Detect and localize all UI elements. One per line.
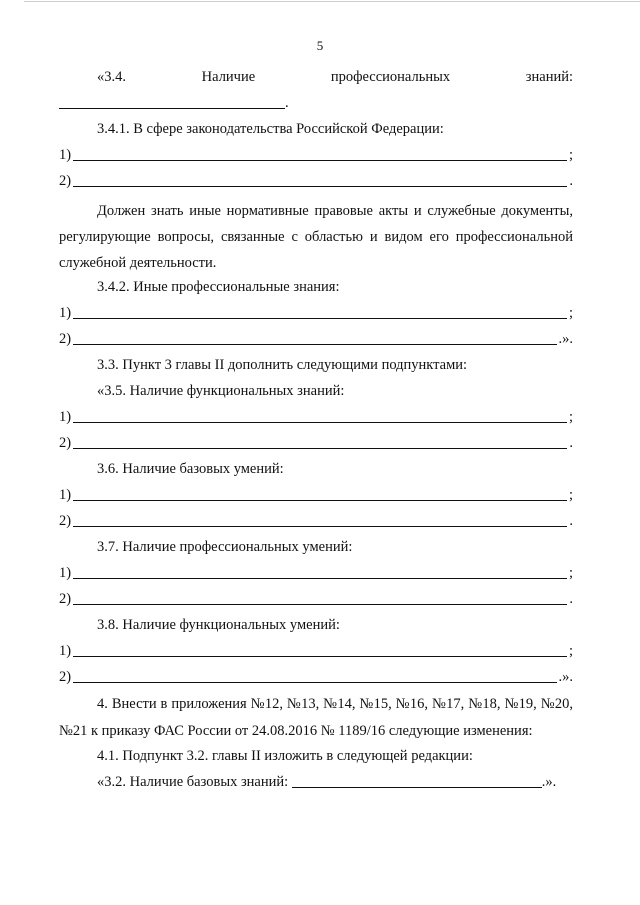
section-3-4-2-item-1: 1) ; xyxy=(59,305,573,321)
section-3-7-heading: 3.7. Наличие профессиональных умений: xyxy=(97,539,353,555)
blank-field[interactable] xyxy=(73,408,567,423)
section-3-4-number: «3.4. xyxy=(97,69,126,85)
blank-field[interactable] xyxy=(59,94,285,109)
section-3-4-2-heading: 3.4.2. Иные профессиональные знания: xyxy=(97,279,340,295)
section-3-4-word-1: Наличие xyxy=(201,69,256,85)
blank-field[interactable] xyxy=(73,512,567,527)
blank-field[interactable] xyxy=(73,304,567,319)
section-3-8-item-1: 1) ; xyxy=(59,643,573,659)
section-3-4-2-item-2: 2) .». xyxy=(59,331,573,347)
section-3-7-item-2: 2) . xyxy=(59,591,573,607)
section-3-5-item-1: 1) ; xyxy=(59,409,573,425)
section-3-6-item-1: 1) ; xyxy=(59,487,573,503)
blank-field[interactable] xyxy=(73,434,567,449)
section-3-7-item-1: 1) ; xyxy=(59,565,573,581)
section-3-8-heading: 3.8. Наличие функциональных умений: xyxy=(97,617,340,633)
blank-field[interactable] xyxy=(73,668,556,683)
blank-field[interactable] xyxy=(73,590,567,605)
blank-field[interactable] xyxy=(73,172,567,187)
section-3-4-1-heading: 3.4.1. В сфере законодательства Российской Федерации: xyxy=(97,121,444,137)
section-3-3-paragraph: 3.3. Пункт 3 главы II дополнить следующими подпунктами: xyxy=(97,357,468,373)
section-3-4-word-2: профессиональных xyxy=(330,69,451,85)
blank-field[interactable] xyxy=(73,146,567,161)
section-3-4-word-3: знаний: xyxy=(525,69,573,85)
section-3-4-blank: . xyxy=(59,94,573,112)
section-3-6-item-2: 2) . xyxy=(59,513,573,529)
blank-field[interactable] xyxy=(73,642,567,657)
section-3-5-item-2: 2) . xyxy=(59,435,573,451)
section-3-8-item-2: 2) .». xyxy=(59,669,573,685)
page-top-edge xyxy=(24,1,640,2)
section-3-5-heading: «3.5. Наличие функциональных знаний: xyxy=(97,383,345,399)
document-body xyxy=(59,68,573,791)
section-3-2-line: «3.2. Наличие базовых знаний: .». xyxy=(97,774,557,790)
must-know-paragraph: Должен знать иные нормативные правовые акты и служебные документы, регулирующие вопросы, связанные с областью и видом его профессиональной служебной деятельности. xyxy=(59,203,573,271)
blank-field[interactable] xyxy=(73,330,556,345)
section-4-paragraph: 4. Внести в приложения №12, №13, №14, №15, №16, №17, №18, №19, №20, №21 к приказу ФАС России от 24.08.2016 № 1189/16 следующие изменения: xyxy=(59,696,573,739)
section-3-4-1-item-1: 1) ; xyxy=(59,147,573,163)
blank-field[interactable] xyxy=(292,773,542,788)
section-3-4-1-item-2: 2) . xyxy=(59,173,573,189)
blank-field[interactable] xyxy=(73,486,567,501)
section-4-1-paragraph: 4.1. Подпункт 3.2. главы II изложить в следующей редакции: xyxy=(97,748,473,764)
page-number: 5 xyxy=(316,38,324,53)
section-3-2-label: «3.2. Наличие базовых знаний: xyxy=(97,774,289,790)
blank-field[interactable] xyxy=(73,564,567,579)
section-3-4-heading xyxy=(59,68,573,86)
section-3-6-heading: 3.6. Наличие базовых умений: xyxy=(97,461,284,477)
